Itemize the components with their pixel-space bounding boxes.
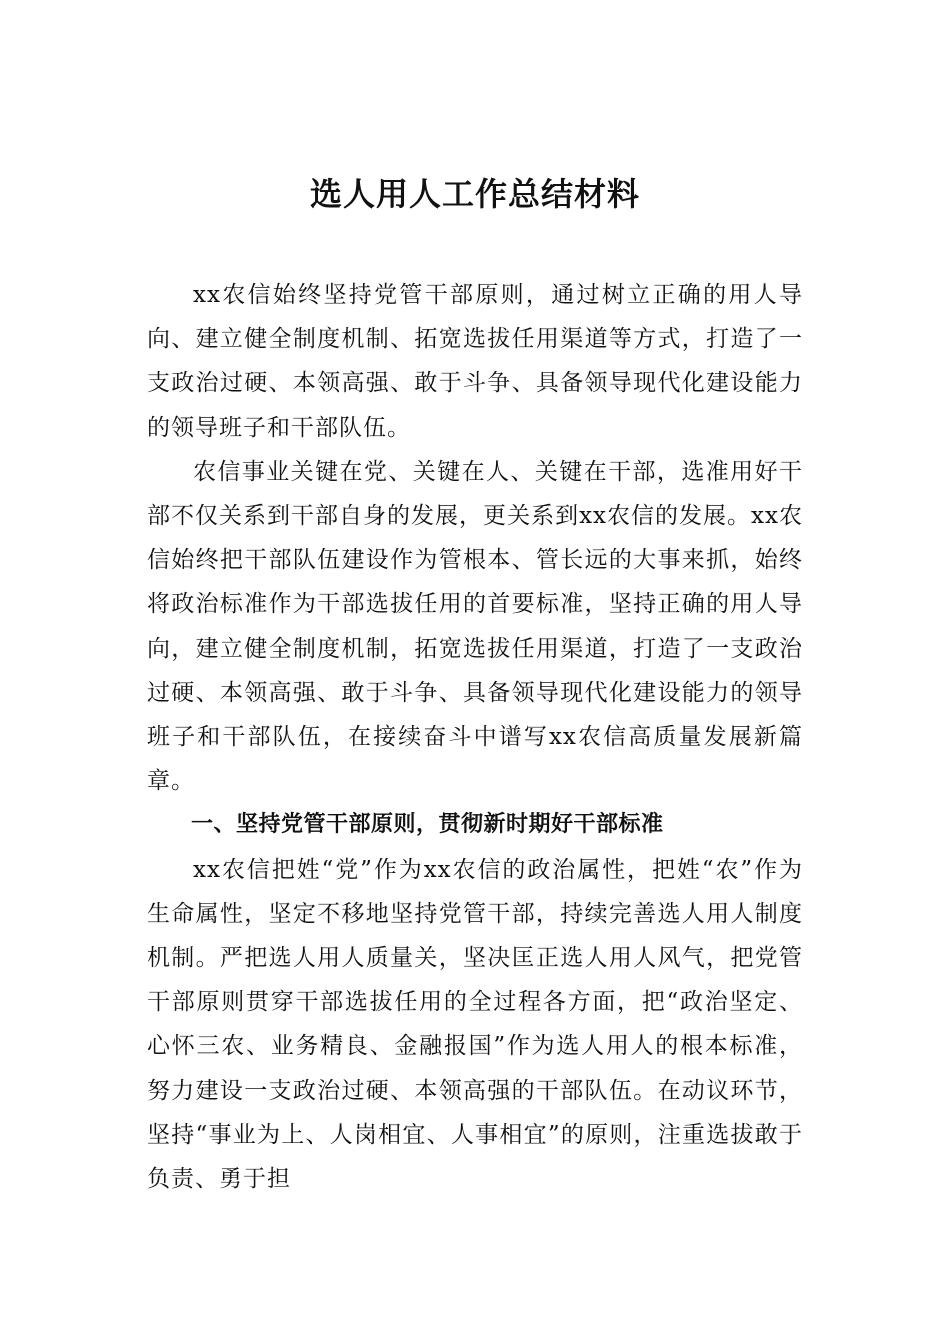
paragraph-intro: xx农信始终坚持党管干部原则，通过树立正确的用人导向、建立健全制度机制、拓宽选拔任用渠道等方式，打造了一支政治过硬、本领高强、敢于斗争、具备领导现代化建设能力的领导班子和干部队伍。 (147, 282, 803, 441)
paragraph-background: 农信事业关键在党、关键在人、关键在干部，选准用好干部不仅关系到干部自身的发展，更关系到xx农信的发展。xx农信始终把干部队伍建设作为管根本、管长远的大事来抓，始终将政治标准作为干部选拔任用的首要标准，坚持正确的用人导向，建立健全制度机制，拓宽选拔任用渠道，打造了一支政治过硬、本领高强、敢于斗争、具备领导现代化建设能力的领导班子和干部队伍，在接续奋斗中谱写xx农信高质量发展新篇章。 (147, 458, 803, 795)
paragraph-section-one: xx农信把姓“党”作为xx农信的政治属性，把姓“农”作为生命属性，坚定不移地坚持党管干部，持续完善选人用人制度机制。严把选人用人质量关，坚决匡正选人用人风气，把党管干部原则贯穿干部选拔任用的全过程各方面，把“政治坚定、心怀三农、业务精良、金融报国”作为选人用人的根本标准，努力建设一支政治过硬、本领高强的干部队伍。在动议环节，坚持“事业为上、人岗相宜、人事相宜”的原则，注重选拔敢于负责、勇于担 (147, 856, 803, 1193)
document-title: 选人用人工作总结材料 (309, 175, 640, 213)
section-heading: 一、坚持党管干部原则，贯彻新时期好干部标准 (191, 812, 664, 838)
document-body (147, 273, 803, 1201)
